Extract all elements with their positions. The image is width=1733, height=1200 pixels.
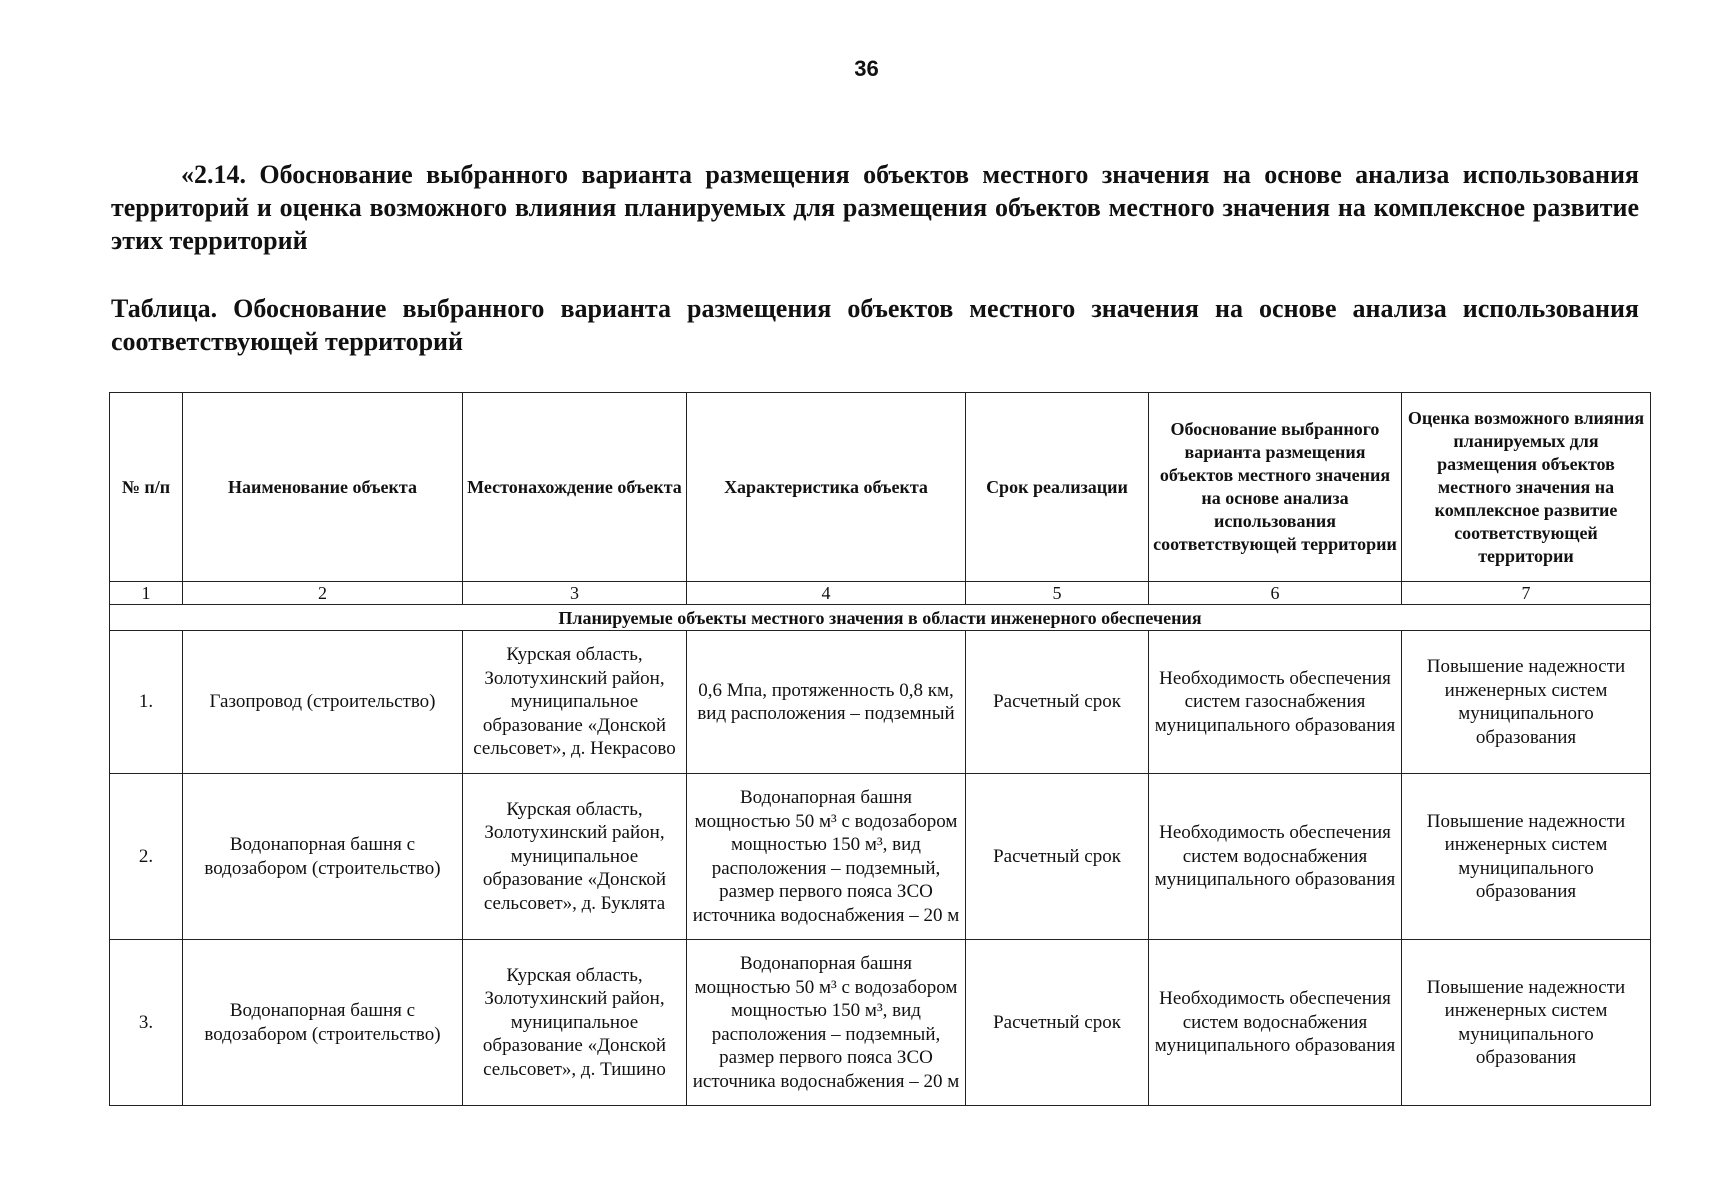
object-location: Курская область, Золотухинский район, муниципальное образование «Донской сельсовет», д. Тишино [463, 940, 687, 1106]
column-number-cell: 2 [183, 582, 463, 605]
row-number: 3. [110, 940, 183, 1106]
column-number-cell: 1 [110, 582, 183, 605]
object-name: Газопровод (строительство) [183, 631, 463, 774]
table-row [110, 631, 1651, 774]
placement-justification: Необходимость обеспечения систем водоснабжения муниципального образования [1149, 940, 1402, 1106]
implementation-term: Расчетный срок [966, 774, 1149, 940]
group-title: Планируемые объекты местного значения в области инженерного обеспечения [110, 605, 1651, 631]
column-number-cell: 6 [1149, 582, 1402, 605]
impact-assessment: Повышение надежности инженерных систем муниципального образования [1402, 774, 1651, 940]
column-number-cell: 4 [687, 582, 966, 605]
placement-justification: Необходимость обеспечения систем водоснабжения муниципального образования [1149, 774, 1402, 940]
header-cell: Местонахождение объекта [463, 393, 687, 582]
row-number: 1. [110, 631, 183, 774]
header-cell: Обоснование выбранного варианта размещения объектов местного значения на основе анализа использования соответствующей территории [1149, 393, 1402, 582]
page-number: 36 [854, 56, 879, 81]
implementation-term: Расчетный срок [966, 631, 1149, 774]
row-number: 2. [110, 774, 183, 940]
table-caption: Таблица. Обоснование выбранного варианта размещения объектов местного значения на основе анализа использования соответствующей территорий [111, 294, 1639, 356]
table-header-row [110, 393, 1651, 582]
column-number-cell: 5 [966, 582, 1149, 605]
column-numbers-row [110, 582, 1651, 605]
group-title-row [110, 605, 1651, 631]
object-location: Курская область, Золотухинский район, муниципальное образование «Донской сельсовет», д. Буклята [463, 774, 687, 940]
header-cell: № п/п [110, 393, 183, 582]
object-name: Водонапорная башня с водозабором (строительство) [183, 940, 463, 1106]
object-characteristic: Водонапорная башня мощностью 50 м³ с водозабором мощностью 150 м³, вид расположения – подземный, размер первого пояса ЗСО источника водоснабжения – 20 м [687, 774, 966, 940]
table-row [110, 774, 1651, 940]
table-row [110, 940, 1651, 1106]
section-heading: «2.14. Обоснование выбранного варианта размещения объектов местного значения на основе анализа использования территорий и оценка возможного влияния планируемых для размещения объектов местного значения на комплексное развитие этих территорий [111, 160, 1639, 255]
objects-table [109, 392, 1651, 1106]
header-cell: Оценка возможного влияния планируемых для размещения объектов местного значения на комплексное развитие соответствующей территории [1402, 393, 1651, 582]
placement-justification: Необходимость обеспечения систем газоснабжения муниципального образования [1149, 631, 1402, 774]
object-location: Курская область, Золотухинский район, муниципальное образование «Донской сельсовет», д. Некрасово [463, 631, 687, 774]
impact-assessment: Повышение надежности инженерных систем муниципального образования [1402, 631, 1651, 774]
header-cell: Характеристика объекта [687, 393, 966, 582]
header-cell: Срок реализации [966, 393, 1149, 582]
implementation-term: Расчетный срок [966, 940, 1149, 1106]
column-number-cell: 7 [1402, 582, 1651, 605]
object-characteristic: 0,6 Мпа, протяженность 0,8 км, вид расположения – подземный [687, 631, 966, 774]
object-name: Водонапорная башня с водозабором (строительство) [183, 774, 463, 940]
impact-assessment: Повышение надежности инженерных систем муниципального образования [1402, 940, 1651, 1106]
column-number-cell: 3 [463, 582, 687, 605]
header-cell: Наименование объекта [183, 393, 463, 582]
object-characteristic: Водонапорная башня мощностью 50 м³ с водозабором мощностью 150 м³, вид расположения – подземный, размер первого пояса ЗСО источника водоснабжения – 20 м [687, 940, 966, 1106]
